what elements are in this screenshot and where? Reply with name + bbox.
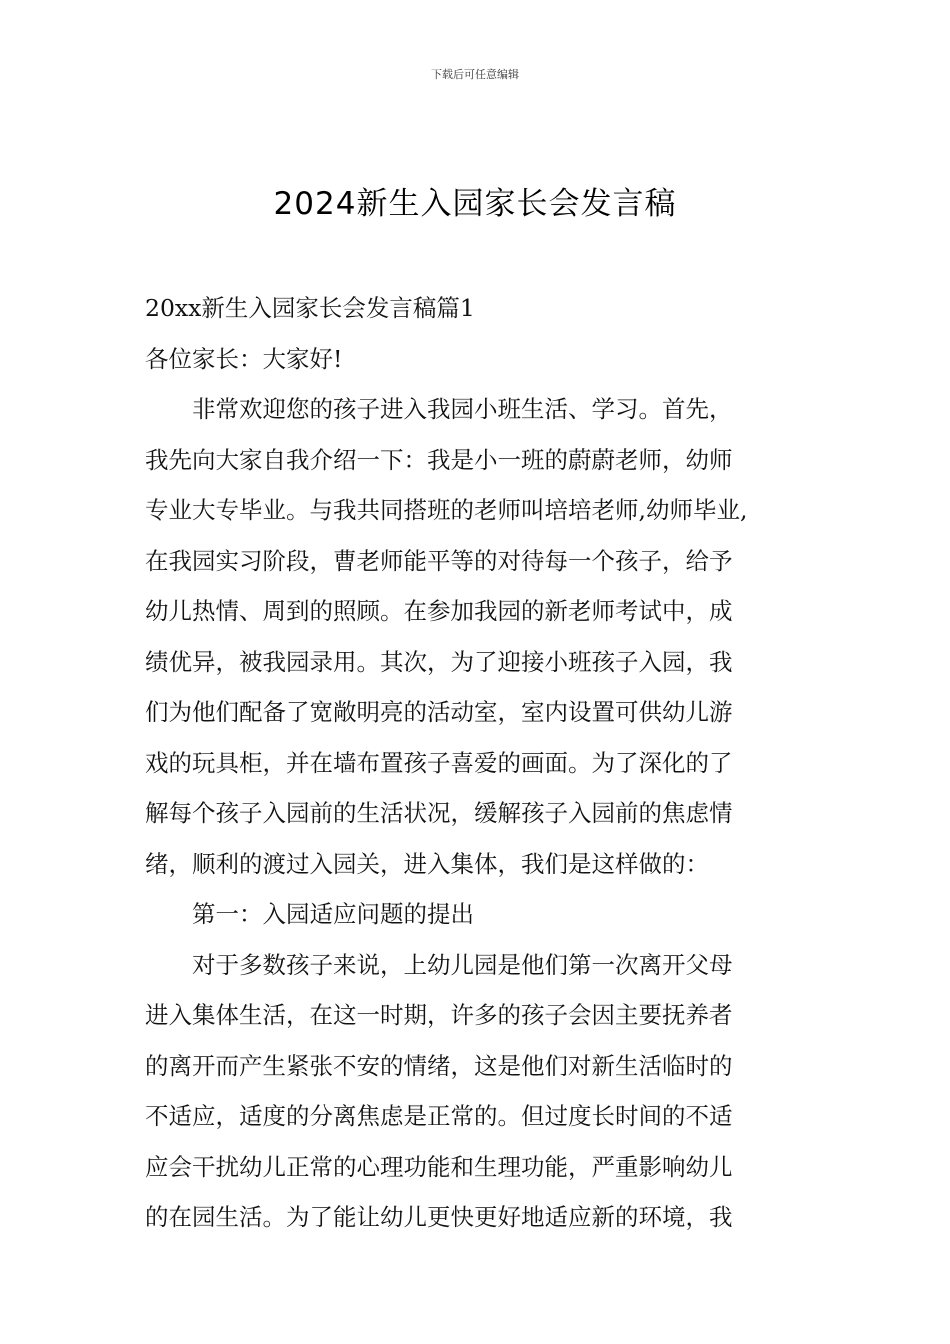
text-line: 在我园实习阶段，曹老师能平等的对待每一个孩子，给予 bbox=[145, 546, 733, 575]
text-line: 戏的玩具柜，并在墙布置孩子喜爱的画面。为了深化的了 bbox=[145, 748, 733, 777]
text-line: 不适应，适度的分离焦虑是正常的。但过度长时间的不适 bbox=[145, 1102, 733, 1130]
text-line: 的离开而产生紧张不安的情绪，这是他们对新生活临时的 bbox=[145, 1051, 733, 1080]
header-note: 下载后可任意编辑 bbox=[431, 68, 519, 81]
text-line: 的在园生活。为了能让幼儿更快更好地适应新的环境，我 bbox=[145, 1203, 733, 1231]
text-line: 应会干扰幼儿正常的心理功能和生理功能，严重影响幼儿 bbox=[145, 1152, 733, 1181]
text-line: 们为他们配备了宽敞明亮的活动室，室内设置可供幼儿游 bbox=[145, 698, 733, 726]
text-line: 进入集体生活，在这一时期，许多的孩子会因主要抚养者 bbox=[145, 1001, 733, 1029]
text-line: 幼儿热情、周到的照顾。在参加我园的新老师考试中，成 bbox=[145, 597, 733, 625]
text-line: 对于多数孩子来说，上幼儿园是他们第一次离开父母 bbox=[192, 950, 733, 979]
text-line: 绪，顺利的渡过入园关，进入集体，我们是这样做的： bbox=[145, 849, 709, 878]
text-line: 20xx新生入园家长会发言稿篇1 bbox=[145, 294, 475, 322]
text-line: 非常欢迎您的孩子进入我园小班生活、学习。首先， bbox=[192, 395, 733, 423]
body-text bbox=[145, 283, 820, 1243]
text-line: 第一：入园适应问题的提出 bbox=[192, 900, 474, 928]
text-line: 解每个孩子入园前的生活状况，缓解孩子入园前的焦虑情 bbox=[145, 799, 733, 827]
text-line: 我先向大家自我介绍一下：我是小一班的蔚蔚老师，幼师 bbox=[145, 445, 733, 474]
text-line: 各位家长：大家好! bbox=[145, 344, 343, 373]
text-line: 绩优异，被我园录用。其次，为了迎接小班孩子入园，我 bbox=[145, 647, 733, 676]
text-line: 专业大专毕业。与我共同搭班的老师叫培培老师,幼师毕业, bbox=[145, 496, 748, 524]
page-title: 2024新生入园家长会发言稿 bbox=[273, 186, 677, 222]
